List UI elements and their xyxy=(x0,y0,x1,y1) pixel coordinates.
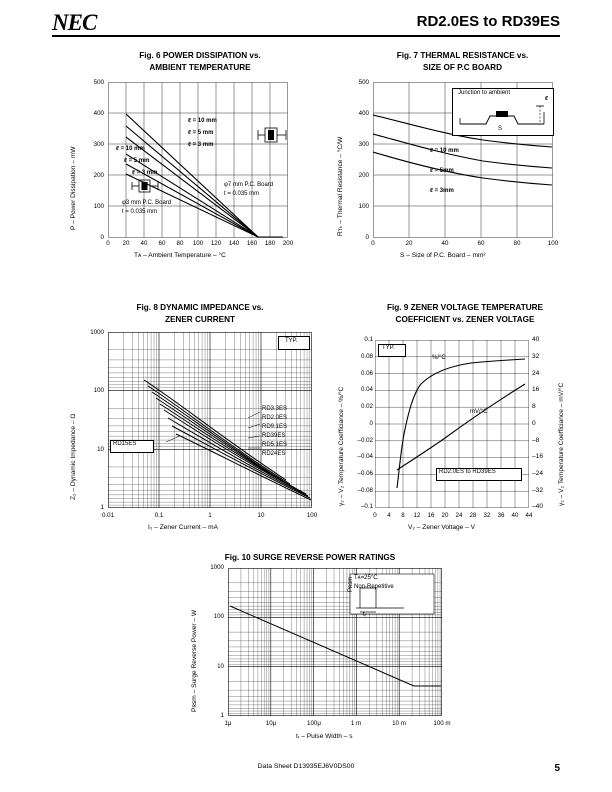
fig10-xtick-0: 1μ xyxy=(224,720,232,727)
fig6-xtick-1: 20 xyxy=(122,240,130,247)
fig6-xtick-6: 120 xyxy=(210,240,222,247)
fig10-ann-tr: tᵣ xyxy=(363,612,367,618)
fig6-xtick-3: 60 xyxy=(158,240,166,247)
fig9-rytick-8: –24 xyxy=(532,470,544,477)
fig6-title-line1: Fig. 6 POWER DISSIPATION vs. xyxy=(139,51,261,60)
fig9-rytick-7: –16 xyxy=(532,453,544,460)
fig6-xtick-2: 40 xyxy=(140,240,148,247)
fig9-lytick-6: –0.02 xyxy=(357,437,373,444)
fig8-title-line1: Fig. 8 DYNAMIC IMPEDANCE vs. xyxy=(136,303,264,312)
fig9-yaxis-left-label: γ₂ – V₂ Temperature Coefficiance – %/°C xyxy=(338,386,345,506)
fig7-ytick-5: 500 xyxy=(358,79,369,86)
fig8-ann-rd39es: RD39ES xyxy=(262,433,286,439)
fig9-xtick-4: 16 xyxy=(427,512,435,519)
fig7-ytick-1: 100 xyxy=(358,203,369,210)
fig9-lytick-1: 0.08 xyxy=(360,353,373,360)
fig6-ytick-4: 400 xyxy=(93,110,104,117)
fig8-ann-rd15es: RD15ES xyxy=(113,441,137,447)
fig8-xtick-2: 1 xyxy=(208,512,212,519)
fig7-ytick-3: 300 xyxy=(358,141,369,148)
fig10-ann-prsm: Pʀsm xyxy=(348,576,354,592)
fig10-xtick-4: 10 m xyxy=(392,720,406,727)
fig9-xtick-2: 8 xyxy=(401,512,405,519)
page-title: RD2.0ES to RD39ES xyxy=(416,13,560,30)
fig6-xaxis-label: Tᴀ – Ambient Temperature – °C xyxy=(134,252,226,259)
fig9-ann-typ: TYP. xyxy=(382,345,395,351)
fig9-ann-mv: mV/°C xyxy=(470,409,488,415)
fig6-ann-phi3-thickness: t = 0.035 mm xyxy=(122,209,158,215)
fig8-xtick-4: 100 xyxy=(306,512,318,519)
fig7-ytick-4: 400 xyxy=(358,110,369,117)
fig9-xtick-8: 32 xyxy=(483,512,491,519)
fig9-xtick-6: 24 xyxy=(455,512,463,519)
fig7-inset-sketch xyxy=(456,100,548,132)
fig10-xtick-1: 10μ xyxy=(265,720,277,727)
fig9-lytick-10: –0.1 xyxy=(360,503,373,510)
fig6-ytick-1: 100 xyxy=(93,203,104,210)
fig7-ytick-2: 200 xyxy=(358,172,369,179)
fig7-ann-l3: ℓ = 3mm xyxy=(430,188,454,194)
fig6-xtick-5: 100 xyxy=(192,240,204,247)
fig10-xaxis-label: tᵣ – Pulse Width – s xyxy=(296,733,353,740)
fig9-rytick-0: 40 xyxy=(532,336,540,343)
fig6-ytick-2: 200 xyxy=(93,172,104,179)
header-rule xyxy=(52,35,560,37)
fig8-ytick-1: 10 xyxy=(97,446,104,453)
fig10-ytick-0: 1 xyxy=(220,712,224,719)
fig9-lytick-5: 0 xyxy=(369,420,373,427)
fig8-ann-rd51es: RD5.1ES xyxy=(262,442,288,448)
fig9-xtick-5: 20 xyxy=(441,512,449,519)
fig6-ann-l5-lower: ℓ = 5 mm xyxy=(124,158,150,164)
fig9-rytick-1: 32 xyxy=(532,353,540,360)
fig6-ann-l10-lower: ℓ = 10 mm xyxy=(116,146,145,152)
fig6-ytick-5: 500 xyxy=(93,79,104,86)
fig8-ann-rd91es: RD9.1ES xyxy=(262,424,288,430)
fig6-device-sketch-lower xyxy=(130,176,164,200)
fig9-rytick-10: –40 xyxy=(532,503,544,510)
fig7-xaxis-label: S – Size of P.C. Board – mm² xyxy=(400,252,486,259)
fig7-title-line1: Fig. 7 THERMAL RESISTANCE vs. xyxy=(396,51,529,60)
fig8-ann-rd20es: RD2.0ES xyxy=(262,415,288,421)
fig8-ytick-3: 1000 xyxy=(90,329,104,336)
fig8-ann-rd24es: RD24ES xyxy=(262,451,286,457)
fig10-ann-nonrep: Non-Repetitive xyxy=(354,584,394,590)
fig7-ann-junction: Junction to ambient xyxy=(458,90,511,96)
fig8-xaxis-label: I₂ – Zener Current – mA xyxy=(148,524,218,531)
fig9-rytick-9: –32 xyxy=(532,487,544,494)
fig8-ann-rd33es: RD3.3ES xyxy=(262,406,288,412)
fig9-xtick-1: 4 xyxy=(387,512,391,519)
fig6-yaxis-label: P – Power Dissipation – mW xyxy=(70,146,77,230)
fig6-ann-phi3-board: φ3 mm P.C. Board xyxy=(122,200,172,206)
fig10-yaxis-label: Pʀsm – Surge Reverse Power – W xyxy=(191,609,198,712)
fig9-rytick-3: 16 xyxy=(532,386,540,393)
fig7-xtick-2: 40 xyxy=(441,240,449,247)
fig10-ytick-1: 10 xyxy=(217,663,224,670)
fig10-ytick-3: 1000 xyxy=(210,564,224,571)
fig9-lytick-2: 0.06 xyxy=(360,370,373,377)
fig9-plot xyxy=(375,340,529,508)
fig9-title-line2: COEFFICIENT vs. ZENER VOLTAGE xyxy=(395,315,535,324)
fig8-xtick-3: 10 xyxy=(257,512,265,519)
fig6-xtick-10: 200 xyxy=(282,240,294,247)
fig6-device-sketch-upper xyxy=(256,124,292,150)
fig9-xtick-11: 44 xyxy=(525,512,533,519)
fig10-plot xyxy=(228,568,442,718)
fig9-xtick-9: 36 xyxy=(497,512,505,519)
fig6-xtick-8: 160 xyxy=(246,240,258,247)
fig9-xaxis-label: V₂ – Zener Voltage – V xyxy=(408,524,476,531)
fig7-xtick-0: 0 xyxy=(371,240,375,247)
fig6-ann-l3-upper: ℓ = 3 mm xyxy=(188,142,214,148)
fig6-ann-phi7-thickness: t = 0.035 mm xyxy=(224,191,260,197)
fig6-xtick-9: 180 xyxy=(264,240,276,247)
fig7-xtick-3: 60 xyxy=(477,240,485,247)
fig9-ann-percent: %/°C xyxy=(432,355,446,361)
fig7-yaxis-label: Rᴛₖ – Thermal Resistance – °C/W xyxy=(337,136,344,236)
fig9-xtick-7: 28 xyxy=(469,512,477,519)
fig9-rytick-4: 8 xyxy=(532,403,536,410)
fig9-title-line1: Fig. 9 ZENER VOLTAGE TEMPERATURE xyxy=(386,303,544,312)
fig6-xtick-7: 140 xyxy=(228,240,240,247)
fig7-xtick-5: 100 xyxy=(547,240,559,247)
fig7-ann-l5: ℓ = 5mm xyxy=(430,168,454,174)
fig7-title-line2: SIZE OF P.C BOARD xyxy=(422,63,502,72)
fig9-xtick-3: 12 xyxy=(413,512,421,519)
fig9-lytick-4: 0.02 xyxy=(360,403,373,410)
fig6-plot xyxy=(108,82,288,254)
fig7-ann-l10: ℓ = 10 mm xyxy=(430,148,459,154)
fig7-xtick-1: 20 xyxy=(405,240,413,247)
fig6-title-line2: AMBIENT TEMPERATURE xyxy=(149,63,251,72)
nec-logo: NEC xyxy=(52,10,97,35)
fig10-xtick-5: 100 m xyxy=(433,720,451,727)
fig6-ann-phi7-board: φ7 mm P.C. Board xyxy=(224,182,274,188)
fig8-ann-typ: TYP. xyxy=(285,338,298,344)
fig6-ann-l5-upper: ℓ = 5 mm xyxy=(188,130,214,136)
fig9-lytick-9: –0.08 xyxy=(357,487,373,494)
fig6-ann-l10-upper: ℓ = 10 mm xyxy=(188,118,217,124)
page-header xyxy=(52,10,560,38)
fig8-title-line2: ZENER CURRENT xyxy=(164,315,236,324)
fig9-xtick-10: 40 xyxy=(511,512,519,519)
footer-datasheet-id: Data Sheet D13935EJ6V0DS00 xyxy=(257,763,355,770)
fig8-xtick-1: 0.1 xyxy=(154,512,164,519)
fig10-ytick-2: 100 xyxy=(213,613,224,620)
fig6-ann-l3-lower: ℓ = 3 mm xyxy=(132,170,158,176)
fig9-lytick-3: 0.04 xyxy=(360,386,373,393)
footer-page-number: 5 xyxy=(554,763,560,774)
fig6-ytick-3: 300 xyxy=(93,141,104,148)
fig9-yaxis-right-label: γ₂ – V₂ Temperature Coefficiance – mV/°C xyxy=(558,382,565,506)
fig9-ann-part-range: RD2.0ES to RD39ES xyxy=(439,469,496,475)
fig6-ytick-0: 0 xyxy=(100,234,104,241)
fig9-lytick-0: 0.1 xyxy=(364,336,373,343)
fig7-ann-l-symbol: ℓ xyxy=(545,96,548,102)
fig7-ytick-0: 0 xyxy=(365,234,369,241)
fig10-xtick-2: 100μ xyxy=(307,720,321,727)
fig6-xtick-4: 80 xyxy=(176,240,184,247)
fig8-ytick-2: 100 xyxy=(93,387,104,394)
fig9-rytick-6: –8 xyxy=(532,437,540,444)
fig8-yaxis-label: Z₂ – Dynamic Impedance – Ω xyxy=(70,413,77,500)
fig8-plot xyxy=(108,332,312,528)
fig10-xtick-3: 1 m xyxy=(350,720,362,727)
fig9-lytick-8: –0.06 xyxy=(357,470,373,477)
fig9-rytick-2: 24 xyxy=(532,370,540,377)
fig9-rytick-5: 0 xyxy=(532,420,536,427)
fig9-lytick-7: –0.04 xyxy=(357,453,373,460)
fig7-xtick-4: 80 xyxy=(513,240,521,247)
fig8-xtick-0: 0.01 xyxy=(101,512,115,519)
fig6-xtick-0: 0 xyxy=(106,240,110,247)
fig10-ann-ta: Tᴀ=25°C xyxy=(354,575,378,581)
fig9-xtick-0: 0 xyxy=(373,512,377,519)
fig10-title: Fig. 10 SURGE REVERSE POWER RATINGS xyxy=(224,553,396,562)
svg-text:S: S xyxy=(497,126,503,132)
fig8-ytick-0: 1 xyxy=(100,504,104,511)
